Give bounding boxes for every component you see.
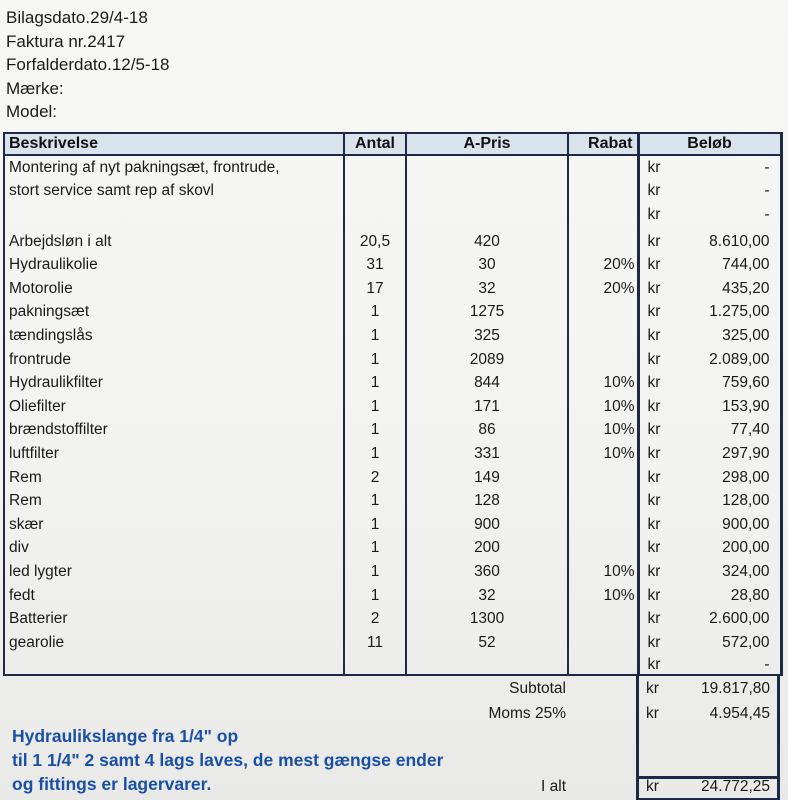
row-currency: kr [638,557,668,581]
row-description: Motorolie [4,274,344,298]
table-row [4,227,781,251]
row-discount [568,179,638,203]
row-quantity: 1 [344,534,406,558]
row-description: brændstoffilter [4,416,344,440]
row-discount [568,463,638,487]
row-currency: kr [638,369,668,393]
row-quantity [344,179,406,203]
row-discount: 10% [568,557,638,581]
row-unit-price: 331 [406,439,568,463]
row-quantity: 1 [344,557,406,581]
row-currency: kr [638,203,668,227]
row-quantity: 20,5 [344,227,406,251]
row-description [4,652,344,676]
row-discount: 10% [568,439,638,463]
row-quantity [344,652,406,676]
table-row [4,392,781,416]
row-unit-price [406,652,568,676]
table-row [4,345,781,369]
row-discount: 10% [568,392,638,416]
row-amount: 2.089,00 [668,345,781,369]
row-unit-price: 1275 [406,298,568,322]
row-description: Rem [4,487,344,511]
row-amount: 435,20 [668,274,781,298]
row-discount: 10% [568,369,638,393]
col-header-unit-price: A-Pris [406,133,568,155]
col-header-quantity: Antal [344,133,406,155]
voucher-date: Bilagsdato.29/4-18 [6,8,148,27]
total-currency: kr [646,778,659,795]
row-amount: 744,00 [668,251,781,275]
row-unit-price: 52 [406,628,568,652]
vat-label: Moms 25% [488,705,566,722]
row-description: Batterier [4,605,344,629]
row-amount: 1.275,00 [668,298,781,322]
table-header-row [4,133,781,155]
row-amount: 8.610,00 [668,227,781,251]
subtotal-value: 19.817,80 [701,680,770,697]
subtotal-currency: kr [646,680,659,697]
row-unit-price [406,179,568,203]
row-quantity: 1 [344,581,406,605]
row-currency: kr [638,392,668,416]
row-discount [568,321,638,345]
row-unit-price: 360 [406,557,568,581]
row-amount: 2.600,00 [668,605,781,629]
row-discount [568,227,638,251]
row-amount: 900,00 [668,510,781,534]
row-amount: 572,00 [668,628,781,652]
row-description: gearolie [4,628,344,652]
row-quantity [344,155,406,179]
row-description: luftfilter [4,439,344,463]
row-amount: - [668,155,781,179]
row-unit-price: 86 [406,416,568,440]
row-quantity: 1 [344,298,406,322]
row-description: Oliefilter [4,392,344,416]
row-unit-price: 171 [406,392,568,416]
total-label: I alt [541,778,566,795]
intro-row [4,203,781,227]
row-discount [568,203,638,227]
row-currency: kr [638,581,668,605]
row-description: tændingslås [4,321,344,345]
row-quantity: 11 [344,628,406,652]
row-amount: 297,90 [668,439,781,463]
row-quantity: 1 [344,487,406,511]
brand-label: Mærke: [6,78,64,98]
subtotal-label: Subtotal [509,680,566,697]
row-currency: kr [638,605,668,629]
row-discount [568,155,638,179]
table-row [4,605,781,629]
row-currency: kr [638,298,668,322]
col-header-amount: Beløb [638,133,781,155]
table-row [4,652,781,676]
note-line-2: til 1 1/4" 2 samt 4 lags laves, de mest gængse ender [12,750,444,770]
table-row [4,581,781,605]
table-row [4,321,781,345]
row-description: Arbejdsløn i alt [4,227,344,251]
row-amount: 324,00 [668,557,781,581]
row-discount: 20% [568,251,638,275]
row-amount: - [668,203,781,227]
note-line-3: og fittings er lagervarer. [12,774,212,794]
row-quantity [344,203,406,227]
invoice-table-body [4,155,781,675]
row-quantity: 1 [344,392,406,416]
table-row [4,510,781,534]
row-unit-price: 32 [406,581,568,605]
table-row [4,298,781,322]
row-discount [568,510,638,534]
row-unit-price: 2089 [406,345,568,369]
row-currency: kr [638,274,668,298]
hose-note [12,724,572,796]
row-unit-price: 844 [406,369,568,393]
row-description: pakningsæt [4,298,344,322]
row-currency: kr [638,416,668,440]
invoice-table [3,132,783,676]
table-row [4,274,781,298]
row-amount: 759,60 [668,369,781,393]
row-unit-price: 420 [406,227,568,251]
row-amount: 28,80 [668,581,781,605]
row-currency: kr [638,652,668,676]
row-quantity: 17 [344,274,406,298]
row-quantity: 1 [344,345,406,369]
row-unit-price [406,155,568,179]
invoice-header [6,6,170,124]
vat-currency: kr [646,705,659,722]
row-amount: - [668,652,781,676]
table-row [4,487,781,511]
row-currency: kr [638,439,668,463]
row-discount: 10% [568,416,638,440]
row-discount [568,298,638,322]
row-description: div [4,534,344,558]
row-discount: 20% [568,274,638,298]
row-amount: 298,00 [668,463,781,487]
col-header-discount: Rabat [568,133,638,155]
row-quantity: 2 [344,605,406,629]
row-currency: kr [638,345,668,369]
row-quantity: 2 [344,463,406,487]
row-unit-price: 32 [406,274,568,298]
row-quantity: 1 [344,510,406,534]
row-currency: kr [638,321,668,345]
row-description: Montering af nyt pakningsæt, frontrude, [4,155,344,179]
vat-value: 4.954,45 [709,705,770,722]
table-row [4,463,781,487]
row-description: stort service samt rep af skovl [4,179,344,203]
row-discount [568,534,638,558]
table-row [4,439,781,463]
row-unit-price: 1300 [406,605,568,629]
row-quantity: 31 [344,251,406,275]
table-row [4,628,781,652]
row-description: frontrude [4,345,344,369]
row-currency: kr [638,534,668,558]
row-amount: 325,00 [668,321,781,345]
row-description: Hydraulikfilter [4,369,344,393]
table-row [4,416,781,440]
table-row [4,251,781,275]
table-row [4,534,781,558]
row-description: skær [4,510,344,534]
intro-row [4,155,781,179]
row-description: fedt [4,581,344,605]
row-currency: kr [638,227,668,251]
row-unit-price: 200 [406,534,568,558]
row-description [4,203,344,227]
row-unit-price: 900 [406,510,568,534]
total-value: 24.772,25 [701,778,770,795]
row-discount: 10% [568,581,638,605]
row-unit-price: 128 [406,487,568,511]
row-amount: 153,90 [668,392,781,416]
table-row [4,557,781,581]
row-currency: kr [638,179,668,203]
row-currency: kr [638,510,668,534]
row-amount: 200,00 [668,534,781,558]
row-currency: kr [638,155,668,179]
row-unit-price: 149 [406,463,568,487]
model-label: Model: [6,102,58,121]
row-unit-price: 325 [406,321,568,345]
row-discount [568,605,638,629]
intro-row [4,179,781,203]
row-amount: - [668,179,781,203]
row-amount: 128,00 [668,487,781,511]
row-quantity: 1 [344,439,406,463]
row-description: led lygter [4,557,344,581]
invoice-number: Faktura nr.2417 [6,31,126,51]
row-discount [568,345,638,369]
row-description: Rem [4,463,344,487]
row-quantity: 1 [344,416,406,440]
row-quantity: 1 [344,369,406,393]
row-currency: kr [638,487,668,511]
due-date: Forfalderdato.12/5-18 [6,55,170,74]
row-amount: 77,40 [668,416,781,440]
row-discount [568,487,638,511]
row-quantity: 1 [344,321,406,345]
row-discount [568,628,638,652]
row-currency: kr [638,251,668,275]
row-description: Hydraulikolie [4,251,344,275]
table-row [4,369,781,393]
row-unit-price [406,203,568,227]
col-header-description: Beskrivelse [4,133,344,155]
row-currency: kr [638,463,668,487]
note-line-1: Hydraulikslange fra 1/4" op [12,726,239,746]
row-discount [568,652,638,676]
row-currency: kr [638,628,668,652]
row-unit-price: 30 [406,251,568,275]
